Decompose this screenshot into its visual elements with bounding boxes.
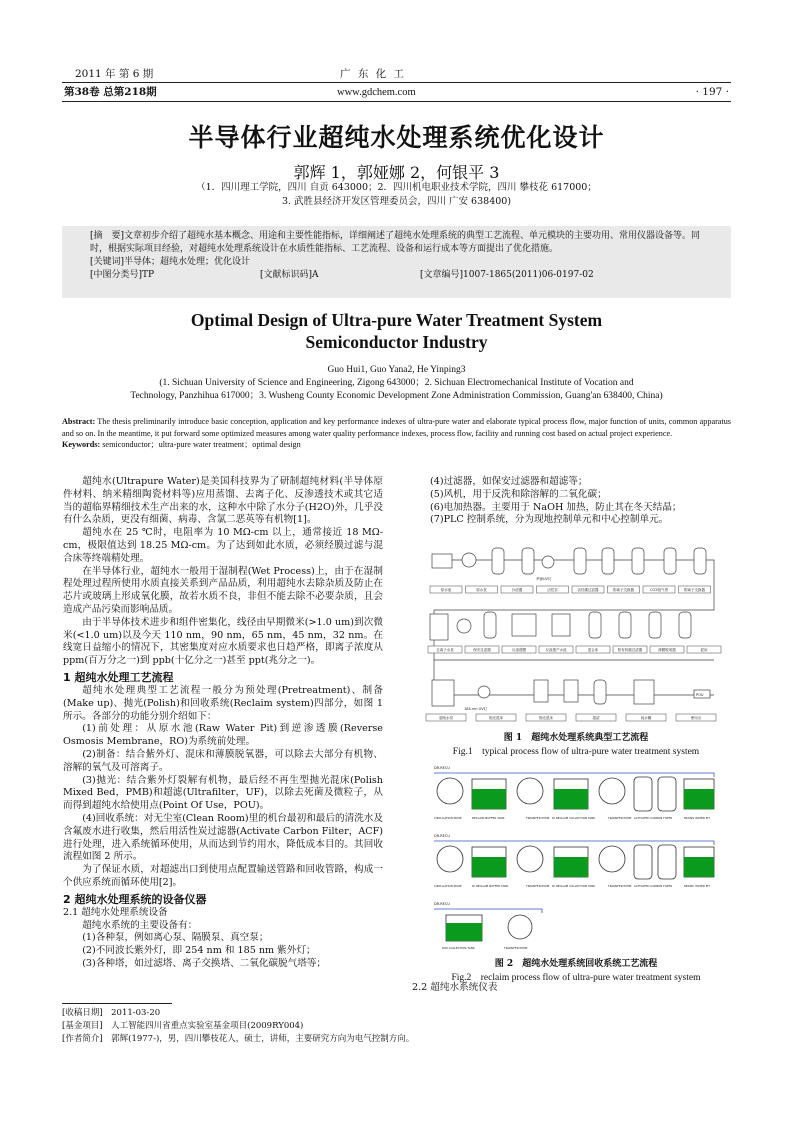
abstract-en-text: The thesis preliminarily introduce basic conception, application and key performance indexes of ultra-pure water and elaborate typical process flow, major function of units, common apparatus and so on. In the meantime, it put forward some optimized measures among water quality performance indexes, process flow, facility and running cost based on actual project experience. — [62, 417, 731, 438]
fig1-row2-label — [428, 646, 462, 653]
fig1-row2-label — [650, 646, 684, 653]
figure-1-caption-cn: 图 1 超纯水处理系统典型工艺流程 — [503, 733, 649, 743]
figure-2-diagram — [432, 763, 722, 953]
fig2-water — [472, 857, 506, 877]
item-4: (4)过滤器，如保安过滤器和超滤等； — [430, 476, 588, 487]
para-intro-2: 超纯水在 25 ℃时，电阻率为 10 MΩ-cm 以上，通常接近 18 MΩ-cm，极限值达到 18.25 MΩ-cm。为了达到如此水质，必须经膜过滤与混合床等终端精处理。 — [63, 527, 383, 564]
fig2-pump — [437, 778, 463, 804]
svg-text:阴离子交换器: 阴离子交换器 — [684, 588, 705, 592]
section-2-heading: 2 超纯水处理系统的设备仪器 — [63, 892, 207, 906]
fig2-tag: DR-RECU — [434, 834, 450, 838]
fig1-row2-label — [539, 646, 573, 653]
fig1-row3-label — [526, 714, 566, 721]
volume-label: 第38卷 总第218期 — [64, 86, 157, 98]
authors-cn: 郭辉 1，郭娅娜 2，何银平 3 — [293, 163, 500, 182]
fig1-row1-label — [572, 586, 604, 593]
fig2-label: DI RECLAIM COLLECTION TANK — [552, 816, 596, 820]
fig1-row2-label — [502, 646, 536, 653]
fig1-row3-label — [426, 714, 466, 721]
svg-text:薄膜脱氧器: 薄膜脱氧器 — [658, 648, 676, 652]
fig2-pipe — [434, 841, 714, 845]
fig2-pump — [517, 778, 543, 804]
fig1-row2-label — [613, 646, 647, 653]
item-5: (5)风机，用于反洗和除溶解的二氧化碳； — [430, 488, 607, 500]
svg-text:活性碳过滤器: 活性碳过滤器 — [577, 588, 599, 592]
fig1-row1-label — [501, 586, 533, 593]
para-s1-4: (3)抛光：结合紫外灯裂解有机物，最后经不再生型抛光混床(Polish Mixed Bed，PMB)和超滤(Ultrafilter，UF)，以除去死菌及微粒子，从而得到超纯水给使用点(Point Of Use，POU)。 — [63, 774, 383, 812]
footnote-fund: [基金项目] 人工智能四川省重点实验室基金项目(2009RY004) — [62, 1021, 304, 1031]
footnote-rule — [62, 1003, 172, 1004]
fig1-pipes — [434, 560, 714, 695]
para-s21-3: (3)各种塔，如过滤塔、离子交换塔、二氧化碳脱气塔等； — [82, 957, 327, 969]
fig2-water — [684, 789, 714, 809]
abstract-en — [62, 416, 731, 451]
fig1-row3-label — [676, 714, 716, 721]
fig2-label: CIRCULATION PUMP — [434, 884, 462, 888]
figure-2-caption-en: Fig.2 reclaim process flow of ultra-pure water treatment system — [451, 973, 701, 983]
para-s1-6: 为了保证水质，对超滤出口到使用点配置输送管路和回收管路，构成一个供应系统而循环使用[2]。 — [63, 864, 383, 888]
fig2-label: ACTIVATED CARBON FILTER — [634, 884, 673, 888]
fig2-pump — [517, 846, 543, 872]
fig2-pump — [599, 846, 625, 872]
fig1-row3-label — [476, 714, 516, 721]
svg-text:反渗透产水池: 反渗透产水池 — [545, 648, 567, 652]
fig1-row3-label — [576, 714, 616, 721]
fig2-label: RECIRC WATER PIT — [684, 884, 710, 888]
fig2-label: TRANSFER PUMP — [504, 946, 528, 950]
fig2-pump — [437, 846, 463, 872]
abstract-en-label: Abstract: — [62, 417, 96, 426]
fig1-row1-label — [679, 586, 711, 593]
svg-text:原水泵: 原水泵 — [476, 588, 487, 592]
paper-title-en-2: Semiconductor Industry — [305, 332, 488, 352]
clc-number: [中图分类号]TP — [90, 270, 155, 280]
fig2-tag: DR-RECU — [434, 902, 450, 906]
fig1-row1-label — [608, 586, 640, 593]
svg-text:混床: 混床 — [700, 648, 708, 652]
header-rule — [62, 82, 731, 83]
document-code: [文献标识码]A — [260, 270, 319, 280]
fig2-label: DIW COLLECTION TANK — [442, 946, 475, 950]
keywords-cn: [关键词]半导体；超纯水处理；优化设计 — [90, 257, 251, 267]
fig2-label: CIRCULATION PUMP — [434, 816, 462, 820]
journal-name: 广 东 化 工 — [340, 68, 407, 80]
svg-text:沙滤器: 沙滤器 — [511, 588, 523, 592]
fig2-water — [684, 857, 714, 877]
fig2-tag: DR-RECU — [434, 766, 450, 770]
fig2-label: TRANSFER PUMP — [526, 884, 550, 888]
keywords-en-label: Keywords: — [62, 440, 101, 449]
abstract-cn-box — [62, 226, 731, 298]
fig2-water — [554, 789, 588, 809]
right-column-items — [430, 476, 730, 527]
section-2-1-heading: 2.1 超纯水处理系统设备 — [63, 906, 168, 918]
fig1-row1-label — [466, 586, 498, 593]
svg-text:超纯水泵: 超纯水泵 — [439, 716, 453, 720]
fig2-label: DI RECLAIM BUFFER TANK — [472, 884, 509, 888]
figure-1-caption-en: Fig.1 typical process flow of ultra-pure water treatment system — [452, 747, 700, 757]
svg-text:CO2脱气塔: CO2脱气塔 — [650, 588, 668, 592]
issue-label: 2011 年 第 6 期 — [75, 68, 154, 80]
fig2-water — [554, 857, 588, 877]
svg-text:使用点: 使用点 — [690, 716, 702, 720]
left-column — [63, 476, 383, 971]
fig2-equipment — [434, 766, 714, 950]
fig2-label: TRANSFER PUMP — [608, 816, 632, 820]
para-s21-2: (2)不同波长紫外灯，即 254 nm 和 185 nm 紫外灯； — [82, 945, 316, 957]
svg-text:纯水罐: 纯水罐 — [640, 716, 652, 720]
para-s21-1: (1)各种泵，例如离心泵、隔膜泵、真空泵； — [82, 932, 269, 944]
section-1-heading: 1 超纯水处理工艺流程 — [63, 670, 174, 684]
fig1-row1-label — [537, 586, 569, 593]
fig1-row1-equipment — [432, 548, 706, 574]
para-s1-1: 超纯水处理典型工艺流程一般分为预处理(Pretreatment)、制备(Make up)、抛光(Polish)和回收系统(Reclaim system)四部分，如图 1 所示。各部分的功能分别介绍如下： — [63, 684, 383, 722]
fig1-row1-label — [430, 586, 462, 593]
svg-text:阳有机碳过滤器: 阳有机碳过滤器 — [617, 648, 643, 652]
svg-text:去离子水泵: 去离子水泵 — [436, 648, 454, 652]
svg-text:保安过滤器: 保安过滤器 — [473, 648, 491, 652]
article-number: [文章编号]1007-1865(2011)06-0197-02 — [420, 270, 594, 280]
keywords-en-text: semiconductor；ultra-pure water treatment；optimal design — [100, 440, 301, 449]
paper-title-cn: 半导体行业超纯水处理系统优化设计 — [188, 123, 605, 152]
abstract-cn-text: [摘 要]文章初步介绍了超纯水基本概念、用途和主要性能指标，详细阐述了超纯水处理系统的典型工艺流程、单元模块的主要功用、常用仪器设备等。同时，根据实际项目经验，对超纯水处理系统设计在水质性能指标、工艺流程、设备和运行成本等方面提出了优化措施。 — [90, 231, 701, 254]
figure-1-diagram — [424, 540, 728, 726]
fig1-row2-label — [465, 646, 499, 653]
para-intro-4: 由于半导体技术进步和组件密集化，线径由早期微米(>1.0 um)到次微米(<1.0 um)以及今天 110 nm，90 nm，65 nm，45 nm，32 nm。在线宽日益缩小的情况下，其密集度对应水质要求也日趋严格，即离子浓度从 ppm(百万分之一)到 ppb(十亿分之一)甚至 ppt(兆分之一)。 — [63, 616, 383, 667]
paper-title-en-1: Optimal Design of Ultra-pure Water Treatment System — [190, 310, 603, 330]
fig1-row2-label — [687, 646, 721, 653]
fig2-filter — [658, 777, 676, 811]
svg-text:反渗透膜: 反渗透膜 — [512, 648, 526, 652]
para-intro-1: 超纯水(Ultrapure Water)是美国科技界为了研制超纯材料(半导体原件材料、纳米精细陶瓷材料等)应用蒸馏、去离子化、反渗透技术或其它适当的超临界精细技术生产出来的水，这种水中除了水分子(H2O)外，几乎没有什么杂质，更没有细菌、病毒、含氯二恶英等有机物[1]。 — [63, 476, 383, 526]
item-6: (6)电加热器。主要用于 NaOH 加热，防止其在冬天结晶； — [430, 501, 682, 513]
footnote-received: [收稿日期] 2011-03-20 — [62, 1008, 161, 1018]
fig2-label: TRANSFER PUMP — [608, 884, 632, 888]
svg-text:阴离子交换器: 阴离子交换器 — [613, 588, 634, 592]
para-s1-3: (2)制备：结合紫外灯、混床和薄膜脱氧器，可以除去大部分有机物、溶解的氧气及可溶离子。 — [63, 748, 383, 773]
svg-text:活性炭: 活性炭 — [547, 588, 558, 592]
fig2-filter — [658, 845, 676, 879]
footnote-author: [作者简介] 郭辉(1977-)，男，四川攀枝花人，硕士，讲师，主要研究方向为电气控制方向。 — [62, 1034, 415, 1044]
journal-website[interactable]: www.gdchem.com — [337, 87, 416, 98]
fig2-label: TRANSFER PUMP — [526, 816, 550, 820]
fig2-pipe — [434, 909, 542, 913]
fig1-row1-label — [643, 586, 675, 593]
fig2-filter — [634, 777, 652, 811]
affiliation-en-1: (1. Sichuan University of Science and Engineering, Zigong 643000；2. Sichuan Electromechanical Institute of Vocation and — [159, 378, 634, 388]
svg-text:混合床: 混合床 — [587, 648, 599, 652]
fig1-row3-label — [626, 714, 666, 721]
fig1-uv-label-2: 185-nm UV灯 — [464, 707, 488, 711]
fig2-label: ACTIVATED CARBON FILTER — [634, 816, 673, 820]
svg-text:原水池: 原水池 — [440, 588, 452, 592]
svg-text:抛光混床: 抛光混床 — [489, 716, 503, 720]
figure-2-caption-cn: 图 2 超纯水处理系统回收系统工艺流程 — [494, 959, 658, 969]
page-number: · 197 · — [695, 86, 729, 98]
fig2-pump — [508, 915, 532, 939]
header-rule-bottom — [62, 101, 731, 102]
fig2-label: MIXING WATER PIT — [684, 816, 710, 820]
fig1-row3-equipment — [432, 680, 710, 706]
section-2-2-heading: 2.2 超纯水系统仪表 — [412, 982, 498, 993]
fig2-label: DI RECLAIM COLLECTION TANK — [552, 884, 596, 888]
affiliation-cn-2: 3. 武胜县经济开发区管理委员会，四川 广安 638400) — [281, 196, 512, 207]
para-s1-5: (4)回收系统：对无尘室(Clean Room)里的机台最初和最后的清洗水及含氟废水进行收集，然后用活性炭过滤器(Activate Carbon Filter，ACF)进行处理，进入系统循环使用，从而达到节约用水，降低成本目的。其回收流程如图 2 所示。 — [63, 812, 383, 863]
fig2-pipe — [434, 773, 714, 777]
para-s21-0: 超纯水系统的主要设备有： — [82, 919, 198, 931]
fig2-label: RECLAIM BUFFER TANK — [472, 816, 505, 820]
fig1-row2-label — [576, 646, 610, 653]
fig1-pou-label: POU — [696, 693, 704, 697]
fig2-pump — [599, 778, 625, 804]
authors-en: Guo Hui1, Guo Yana2, He Yinping3 — [327, 365, 466, 375]
fig2-water — [472, 789, 506, 809]
item-7: (7)PLC 控制系统，分为现地控制单元和中心控制单元。 — [430, 514, 669, 526]
fig1-row2-equipment — [430, 612, 691, 640]
para-intro-3: 在半导体行业，超纯水一般用于湿制程(Wet Process)上，由于在湿制程处理过程所使用水质直接关系到产品品质，利用超纯水去除杂质及防止在芯片或玻璃上形成氧化膜，故若水质不良，非但不能去除不必要杂质，且会造成产品污染而影响品质。 — [63, 565, 383, 615]
fig2-water — [446, 923, 482, 941]
affiliation-en-2: Technology, Panzhihua 617000；3. Wusheng County Economic Development Zone Administration Commission, Guang'an 638400, China) — [130, 391, 663, 401]
affiliation-cn-1: （1．四川理工学院，四川 自贡 643000；2．四川机电职业技术学院，四川 攀枝花 617000； — [196, 182, 597, 193]
svg-text:超滤: 超滤 — [592, 716, 600, 720]
para-s1-2: (1)前处理：从原水池(Raw Water Pit)到逆渗透膜(Reverse Osmosis Membrane，RO)为系统前处理。 — [63, 723, 383, 748]
svg-text:抛光混床: 抛光混床 — [539, 716, 553, 720]
fig2-filter — [634, 845, 652, 879]
fig1-uv-label: 杀菌UV灯 — [536, 577, 552, 581]
